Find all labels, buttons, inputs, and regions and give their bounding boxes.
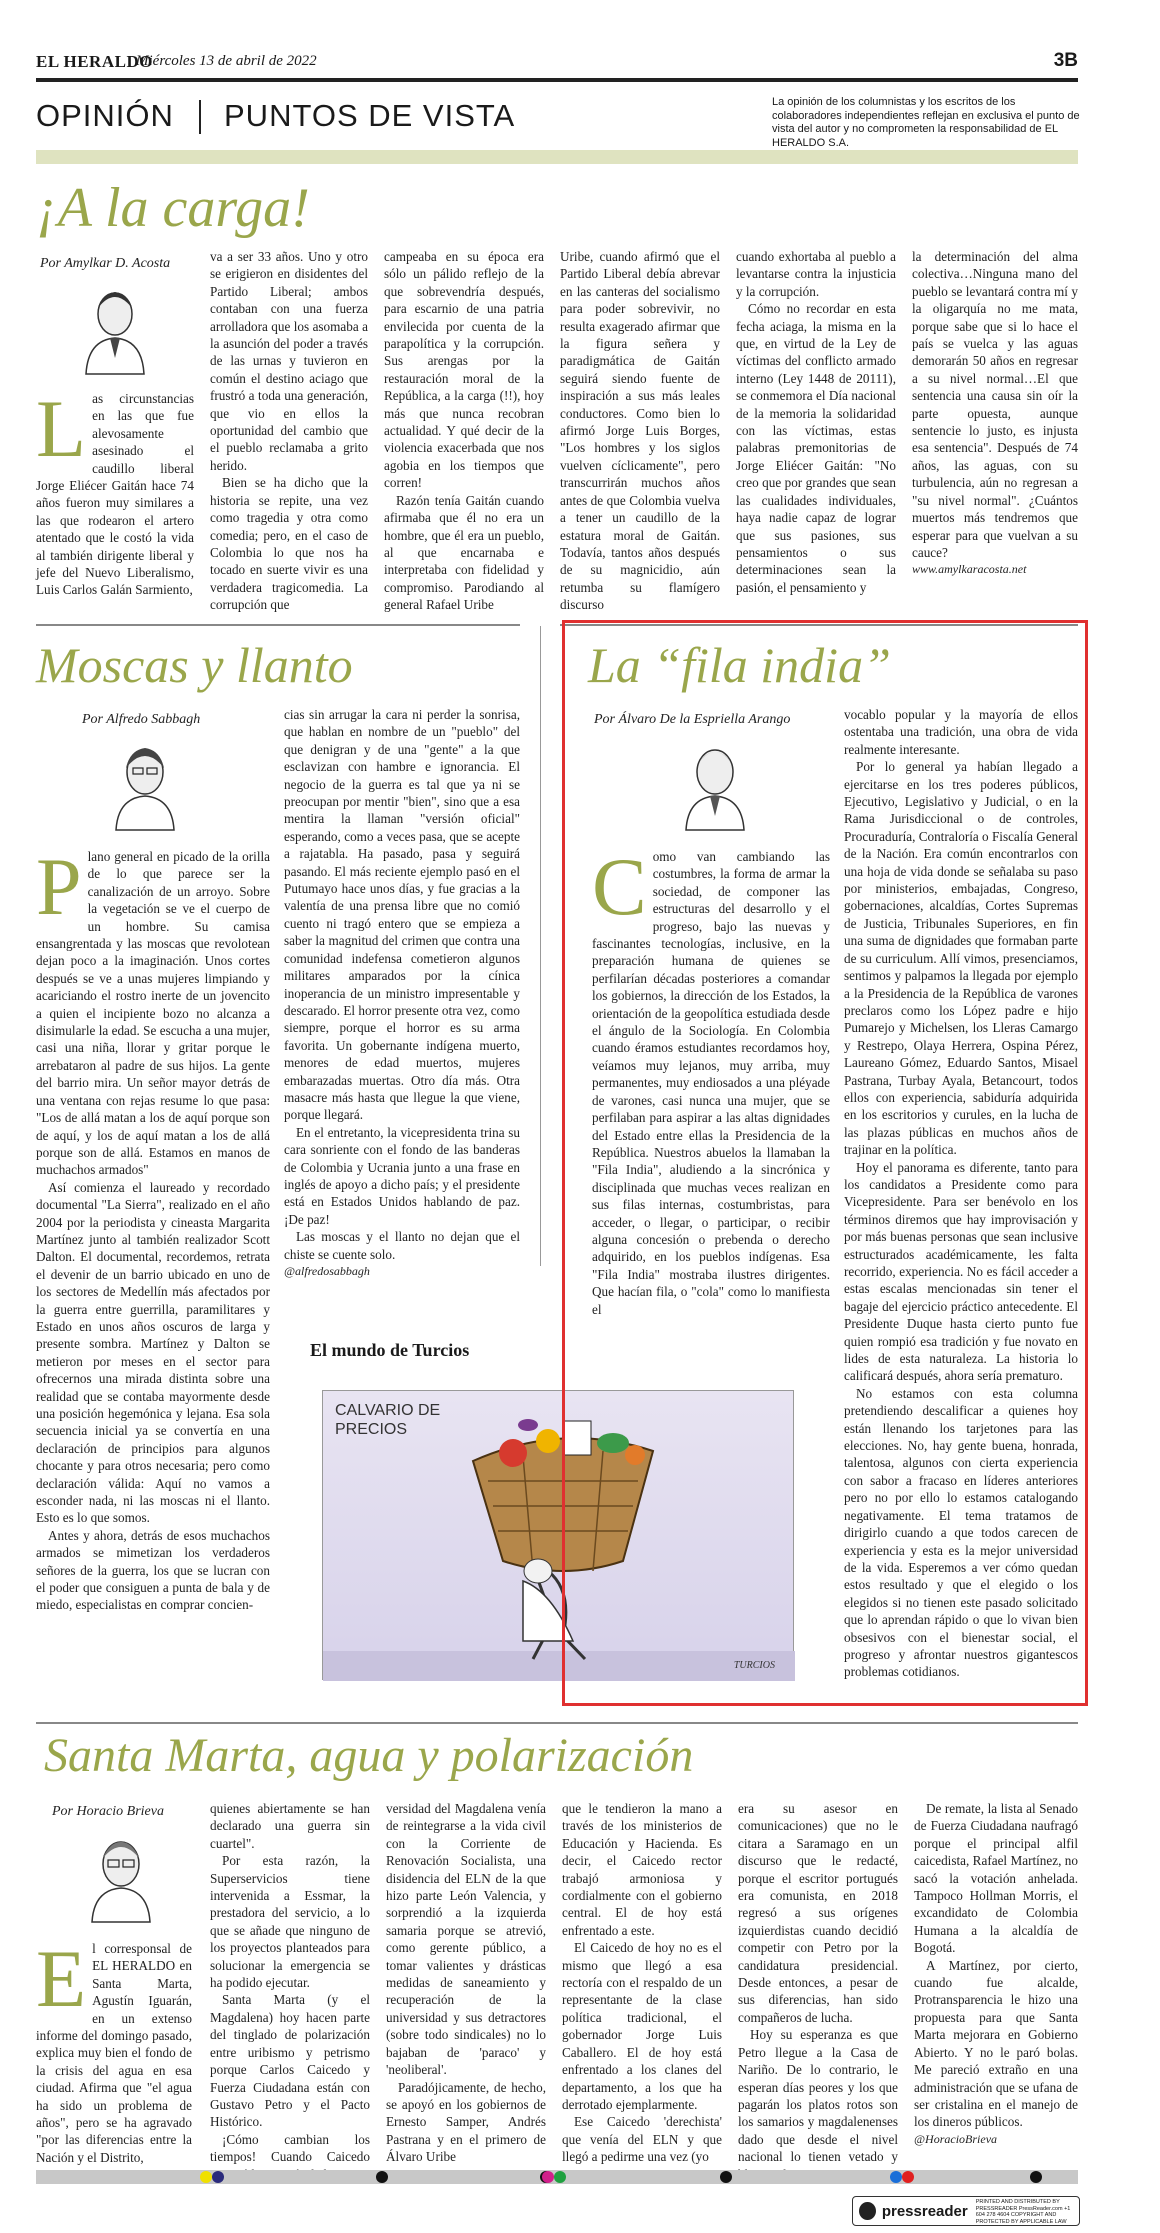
column-divider [540, 626, 541, 1266]
byline-amylkar: Por Amylkar D. Acosta [40, 256, 171, 271]
headline-a-la-carga: ¡A la carga! [36, 177, 310, 239]
headline-moscas-y-llanto: Moscas y llanto [36, 637, 353, 693]
disclaimer: La opinión de los columnistas y los escritos de los colaboradores independientes reflejan en exclusiva el punto de vista del autor y no comprometen la responsabilidad de EL HERALDO S.A. [772, 96, 1080, 149]
masthead-date: Miércoles 13 de abril de 2022 [136, 53, 317, 69]
header-rule [36, 78, 1078, 82]
pressreader-badge[interactable] [852, 2196, 1080, 2226]
signature-brieva: @HoracioBrieva [914, 2131, 998, 2146]
author-portrait-amylkar [80, 278, 150, 374]
divider-1-left [36, 624, 520, 626]
article1-col5: cuando exhortaba al pueblo a levantarse contra la injusticia y la corrupción. Cómo no recordar en esta fecha aciaga, la misma en la que, en virtud de la Ley de víctimas del conflicto armado interno (Ley 1448 de 20111), se conmemora el Día nacional de la memoria la solidaridad con las víctimas, estas palabras premonitorias de Jorge Eliécer Gaitán: "No creo que por grandes que sean las cualidades individuales, haya nadie capaz de lograr que sus pasiones, sus pensamientos o sus determinaciones sean la pasión, el pensamiento y [736, 249, 896, 595]
pressreader-logo: pressreader [881, 2202, 968, 2220]
article1-col1: Las circunstancias en las que fue alevosamente asesinado el caudillo liberal Jorge Eliécer Gaitán hace 74 años fueron muy similares a las que rodearon el artero atentado que le costó la vida al también dirigente liberal y jefe del Nuevo Liberalismo, Luis Carlos Galán Sarmiento, [36, 383, 194, 598]
dropcap-e: E [36, 1933, 87, 2024]
pressreader-small-print: PRINTED AND DISTRIBUTED BY PRESSREADER PressReader.com +1 604 278 4604 COPYRIGHT AND PROTECTED BY APPLICABLE LAW [975, 2199, 1071, 2225]
author-portrait-brieva [86, 1826, 156, 1922]
section-title-opinion: OPINIÓN [36, 98, 174, 133]
cartoon-artist-signature: TURCIOS [733, 1660, 775, 1671]
article4-col5: era su asesor en comunicaciones) que no le citara a Saramago en un discurso que le redacté, porque el escritor portugués era comunista, en 2018 regresó a sus orígenes izquierdistas cuando decidió competir con Petro por la candidatura presidencial. Desde entonces, a pesar de sus diferencias, han sido compañeros de lucha. Hoy su esperanza es que Petro llegue a la Casa de Nariño. De lo contrario, le esperan días peores y los que pagarán los platos rotos son los samarios y magdalenenses dado que desde el nivel nacional lo tienen vetado y [738, 1801, 898, 2165]
pressreader-icon [859, 2202, 876, 2220]
divider-2 [36, 1722, 1078, 1724]
headline-fila-india: La “fila india” [588, 637, 891, 693]
section-title-puntos: PUNTOS DE VISTA [224, 98, 516, 133]
green-band [36, 150, 1078, 164]
author-portrait-espriella [680, 734, 750, 830]
headline-santa-marta: Santa Marta, agua y polarización [44, 1729, 694, 1782]
signature-amylkar: www.amylkaracosta.net [912, 562, 1027, 577]
byline-sabbagh: Por Alfredo Sabbagh [82, 712, 201, 727]
section-title-separator [199, 100, 201, 134]
article2-col2: cias sin arrugar la cara ni perder la sonrisa, que hablan en nombre de un "pueblo" del que denigran y de una "gente" a la que esclavizan con hambre e ignorancia. El negocio de la guerra es tal que ya ni se preocupan por mentir "bien", sino que a esa mentira la llaman "versión oficial" esperando, como a veces pasa, que se acepte a rajatabla. Ha pasado, pasa y seguirá pasando. El más reciente ejemplo pasó en el Putumayo hace unos días, y fue gracias a la valentía de una prensa libre que no comió cuento ni tragó entero que se empieza a saber la magnitud del crimen que contra una comunidad indefensa cometieron algunos militares amparados por la cínica inoperancia de un ministro impresentable y descarado. El horror presente otra vez, como siempre, porque el horror es su arma favorita. Un gobernante indígena muerto, menores de edad muertos, mujeres embarazadas muertas. Otro día más. Otra masacre más hasta que llegue la que viene, porque llegará. En el entretanto, la vicepresidenta trina su cara sonriente con el fondo de las banderas de Colombia y Ucrania junto a una frase en inglés de apoyo a dicho país; y el presidente está en Estados Unidos hablando de paz. ¡De paz! Las moscas y el llanto no dejan que el chiste se cuente solo. @alfredosabbagh [284, 706, 520, 1306]
article4-col3: versidad del Magdalena venía de reintegrarse a la vida civil con la Corriente de Renovación Socialista, una disidencia del ELN de la que hizo parte León Valencia, y sorprendió a la izquierda samaria porque se atrevió, como gerente público, a tomar valientes y drásticas medidas de saneamiento y recuperación de la universidad y sus detractores (sobre todo sindicales) no lo bajaban de 'paraco' y 'neoliberal'. Paradójicamente, de hecho, se apoyó en los gobiernos de Ernesto Samper, Andrés Pastrana y en el primero de Álvaro Uribe [386, 1801, 546, 2165]
article2-col1: Plano general en picado de la orilla de lo que parece ser la canalización de un arroyo. Sobre la vegetación se ve el cuerpo de un hombre. Su camisa ensangrentada y las moscas que revolotean dejan poco a la imaginación. Unos cortes después se ve a unas mujeres limpiando y acariciando el rostro inerte de un jovencito a quien el incipiente bozo no alcanza a disimularle la edad. Se escucha a una mujer, casi una niña, llorar y gritar porque le arrebataron al padre de sus hijos. La gente del barrio mira. Un señor mayor detrás de una ventana con rejas resume lo que pasa: "Los de allá matan a los de aquí porque son de aquí, y los de aquí matan a los de allá porque son de allá. Estamos en manos de muchachos armados" Así comienza el laureado y recordado documental "La Sierra", realizado en el año 2004 por la periodista y cineasta Margarita Martínez junto al también realizador Scott Dalton. El documental, recordemos, retrata el devenir de un barrio ubicado en uno de los sectores de Medellín más afectados por la guerra entre guerrilla, paramilitares y Estado en unos años oscuros de larga y presente sombra. Martínez y Dalton se metieron por meses en el sector para ofrecernos una mirada distinta sobre una realidad que se contaba mayormente desde una posición hegemónica y lejana. Esa sola secuencia inicial ya se convertía en una declaración de principios para algunos chocante y para otros necesaria; pero como declaración válida: Aquí no vamos a esconder nada, ni las moscas ni el llanto. Esto es lo que somos. Antes y ahora, detrás de esos muchachos armados se mimetizan los verdaderos señores de la guerra, los que se lucran con el poder que consiguen a punta de bala y de miedo, especialistas en comprar concien- [36, 841, 270, 1613]
byline-brieva: Por Horacio Brieva [52, 1804, 164, 1819]
byline-espriella: Por Álvaro De la Espriella Arango [594, 712, 791, 727]
article1-col6: la determinación del alma colectiva…Ninguna mano del pueblo se levantará contra mí y la oligarquía no me mata, porque sabe que si lo hace el país se vuelca y las aguas demorarán 50 años en regresar a su nivel normal…El que sentencia una causa sin oír la parte opuesta, aunque sentencie lo justo, es injusta esa sentencia". Después de 74 años, las aguas, con su turbulencia, aún no regresan a "su nivel normal". ¿Cuántos muertos más tendremos que esperar para que vuelvan a su cauce? www.amylkaracosta.net [912, 248, 1078, 590]
dropcap-l: L [36, 383, 87, 474]
dropcap-p: P [36, 841, 82, 932]
article4-col4: que le tendieron la mano a través de los ministerios de Educación y Hacienda. Es decir, el Caicedo rector trabajó armoniosa y cordialmente con el gobierno central. El de hoy está enfrentado a este. El Caicedo de hoy no es el mismo que llegó a esa rectoría con el respaldo de un representante de la clase política tradicional, el gobernador Jorge Luis Caballero. El de hoy está enfrentado a los clanes del departamento, a los que ha derrotado ejemplarmente. Ese Caicedo 'derechista' que venía del ELN y que llegó a pedirme una vez (yo [562, 1801, 722, 2165]
article4-col6: De remate, la lista al Senado de Fuerza Ciudadana naufragó porque el principal alfil caicedista, Rafael Martínez, no sacó la votación anhelada. Tampoco Hollman Morris, el excandidato de Colombia Humana a la alcaldía de Bogotá. A Martínez, por cierto, cuando fue alcalde, Protransparencia le hizo una propuesta para que Santa Marta mejorara en Gobierno Abierto. Y no le paró bolas. Me pareció extraño en una administración que se ufana de ser cristalina en el manejo de los dineros públicos. @HoracioBrieva [914, 1800, 1078, 2200]
article1-col4: Uribe, cuando afirmó que el Partido Liberal debía abrevar en las canteras del socialismo para poder sobrevivir, no resulta exagerado afirmar que la figura señera y paradigmática de Gaitán seguirá siendo fuente de inspiración a sus más leales conductores. Como bien lo afirmó Jorge Luis Borges, "Los hombres y los siglos vuelven cíclicamente", pero transcurrirán muchos años antes de que Colombia vuelva a tener un caudillo de la estatura moral de Gaitán. Todavía, tantos años después de su magnicidio, aún retumba su flamígero discurso [560, 249, 720, 613]
author-portrait-sabbagh [110, 734, 180, 830]
dropcap-c: C [592, 841, 647, 932]
cartoon-heading: El mundo de Turcios [310, 1340, 470, 1360]
article3-col1: Como van cambiando las costumbres, la forma de armar la sociedad, de componer las estructuras del desarrollo y el progreso, bajo las nuevas y fascinantes tecnologías, inclusive, en la preparación humana de quienes se perfilarían décadas posteriores a comandar los gobiernos, la dirección de los Estados, la orientación de la geopolítica estudiada desde el ángulo de la Sociología. En Colombia cuando éramos estudiantes recordamos hoy, veíamos muy lejanos, muy arriba, muy permanentes, muy endiosados a una pléyade de varones, casi nunca una mujer, que se perfilaban para aspirar a las altas dignidades del Estado entre ellas la Presidencia de la República. Nuestros abuelos la llamaban la "Fila India", aludiendo a la sincrónica y disciplinada que muchas veces realizan en sus filas internas, costumbristas, para acceder, o llegar, o participar, o recibir alguna concesión o prebenda o derecho adquirido, en los pueblos indígenas. Esa "Fila India" mostraba ilustres dirigentes. Que hacían fila, o "cola" como lo manifiesta el [592, 841, 830, 1317]
masthead-paper-name: EL HERALDO [36, 52, 153, 71]
signature-sabbagh: @alfredosabbagh [284, 1264, 370, 1278]
registration-marks [36, 2170, 1078, 2184]
article1-col2: va a ser 33 años. Uno y otro se erigieron en disidentes del Partido Liberal; ambos contaban con una fuerza arrolladora que los asomaba a la asunción del poder a través de las urnas y tuvieron en común el destino aciago que frustró a toda una generación, que vio en ellos la oportunidad del cambio que el pueblo reclamaba a grito herido. Bien se ha dicho que la historia se repite, una vez como tragedia y otra como comedia; pero, en el caso de Colombia lo que nos ha tocado en suerte vivir es una verdadera tragicomedia. La corrupción que [210, 249, 368, 613]
page-number: 3B [1053, 50, 1078, 71]
article4-col1: El corresponsal de EL HERALDO en Santa Marta, Agustín Iguarán, en un extenso informe del domingo pasado, explica muy bien el fondo de la crisis del agua en esa ciudad. Afirma que "el agua ha sido un problema de años", pero se ha agravado "por las diferencias entre la Nación y el Distrito, [36, 1933, 192, 2165]
cartoon-caption: CALVARIO DE PRECIOS [335, 1402, 441, 1438]
article1-col3: campeaba en su época era sólo un pálido reflejo de la que sobrevendría después, para escarnio de una patria envilecida por cuenta de la parapolítica y la corrupción. Sus arengas por la restauración moral de la República, a la carga (!!), hoy más que nunca recobran actualidad. Y qué decir de la violencia exacerbada que nos agobia en los tiempos que corren! Razón tenía Gaitán cuando afirmaba que él no era un hombre, que él era un pueblo, al que encarnaba e interpretaba con fidelidad y compromiso. Parodiando al general Rafael Uribe [384, 249, 544, 613]
article3-col2: vocablo popular y la mayoría de ellos ostentaba una tradición, una obra de vida realmente interesante. Por lo general ya habían llegado a ejercitarse en los tres poderes públicos, Ejecutivo, Legislativo y Judicial, o en la Rama Jurisdiccional o de controles, Procuraduría, Contraloría o Fiscalía General de la Nación. Era común encontrarlos con una hoja de vida donde se señalaba su paso por ministerios, embajadas, Congreso, gobernaciones, alcaldías, Cortes Supremas de Justicia, Tribunales Superiores, en fin una suma de dignidades que formaban parte de su curriculum. Allí vimos, presenciamos, sentimos y palpamos la llegada por ejemplo a la Presidencia de la República de varones preclaros como los López padre e hijo Pumarejo y Michelsen, los Lleras Camargo y Restrepo, Olaya Herrera, Ospina Pérez, Laureano Gómez, Eduardo Santos, Misael Pastrana, Turbay Ayala, Betancourt, todos ellos con experiencia, sabiduría adquirida en los escritorios y curules, en la lucha de las plazas públicas en muchos años de trajinar en la política. Hoy el panorama es diferente, tanto para los candidatos a Presidente como para Vicepresidente. Para ser benévolo en los términos diremos que hay improvisación y por más buenas personas que sean inclusive estructurados académicamente, les falta recorrido, experiencia. No es fácil acceder a estas escalas mencionadas sin tener el bagaje del ejercicio práctico antecedente. El Presidente Duque hasta cierto punto fue quien rompió esa tradición y fue novato en lides de esta naturaleza. La historia lo calificará después, ahora sería prematuro. No estamos con esta columna pretendiendo descalificar a quienes hoy están llenando los tarjetones para las elecciones. No, hay gente buena, honrada, talentosa, algunos con cierta experiencia con sabor a fracaso en líderes anteriores pero no por ello lo estamos catalogando negativamente. El tema tratamos de dirigirlo cuando a que todos carecen de experiencia y esta es la mejor universidad de la vida. Esperemos a ver cómo quedan estos resultado y que el elegido o los elegidos si no tienen este pasado solicitado que lo aprendan rápido o que lo vivan bien obsesivos con el bienestar social, el progreso y afrontar nuestros gigantescos problemas cotidianos. [844, 707, 1078, 1680]
article4-col2: quienes abiertamente se han declarado una guerra sin cuartel". Por esta razón, la Superservicios tiene intervenida a Essmar, la prestadora del servicio, a lo que se añade que ninguno de los proyectos planteados para solucionar la emergencia se ha podido ejecutar. Santa Marta (y el Magdalena) hoy hacen parte del tinglado de polarización entre uribismo y petrismo porque Carlos Caicedo y Fuerza Ciudadana están con Gustavo Petro y el Pacto Histórico. ¡Cómo cambian los tiempos! Cuando Caicedo [210, 1801, 370, 2165]
